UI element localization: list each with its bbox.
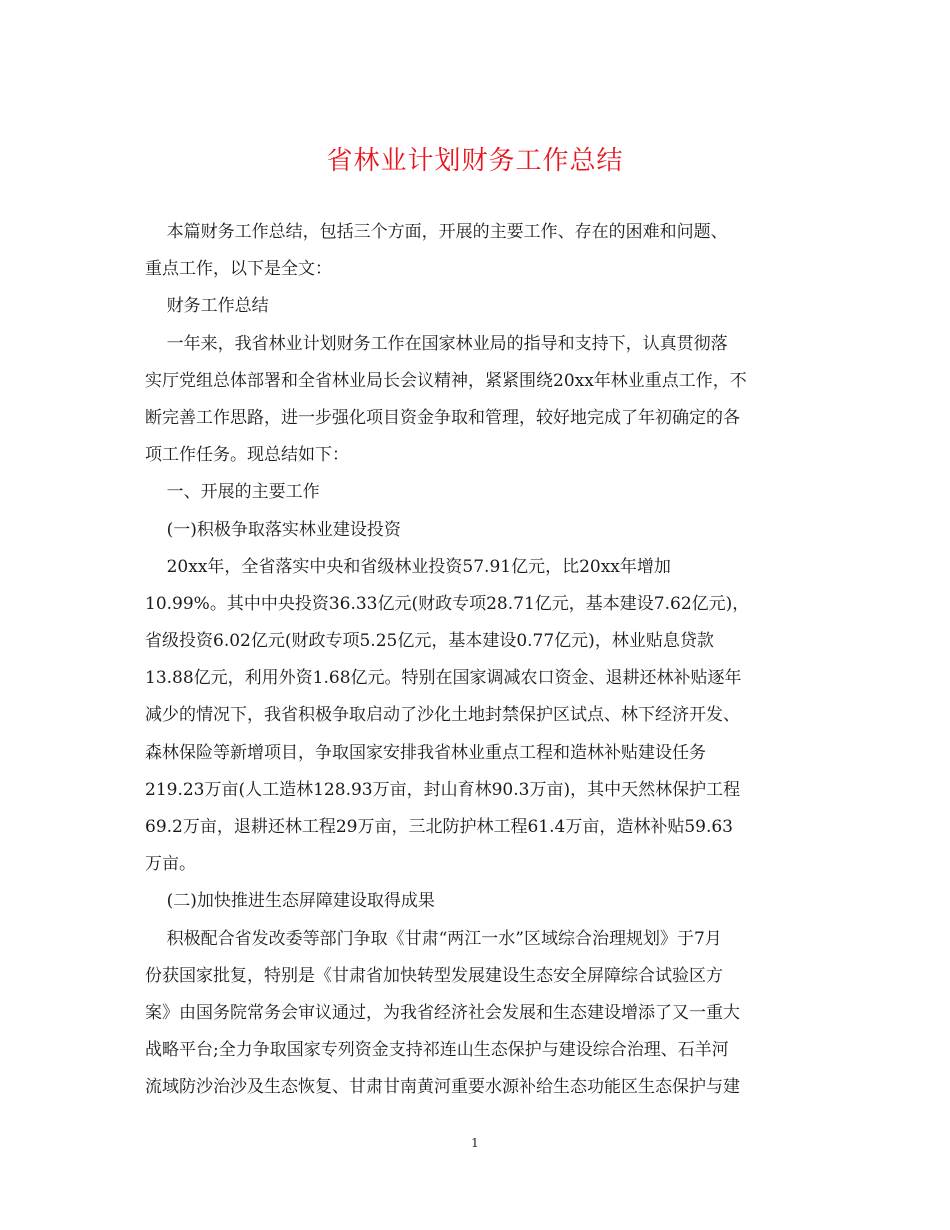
body-text-line: 一年来，我省林业计划财务工作在国家林业局的指导和支持下，认真贯彻落 — [145, 333, 728, 354]
body-text-line: 本篇财务工作总结，包括三个方面，开展的主要工作、存在的困难和问题、 — [145, 222, 728, 242]
body-text-line: 流域防沙治沙及生态恢复、甘肃甘南黄河重要水源补给生态功能区生态保护与建 — [145, 1077, 740, 1098]
body-text-line: 万亩。 — [145, 854, 196, 875]
body-text-line: 实厅党组总体部署和全省林业局长会议精神，紧紧围绕20xx年林业重点工作，不 — [145, 370, 747, 391]
body-text-line: 份获国家批复，特别是《甘肃省加快转型发展建设生态安全屏障综合试验区方 — [145, 965, 723, 986]
body-text-line: 重点工作，以下是全文： — [145, 259, 332, 280]
body-text-line: 战略平台;全力争取国家专列资金支持祁连山生态保护与建设综合治理、石羊河 — [145, 1040, 729, 1061]
body-text-line: 减少的情况下，我省积极争取启动了沙化土地封禁保护区试点、林下经济开发、 — [145, 705, 740, 726]
body-text-line: 森林保险等新增项目，争取国家安排我省林业重点工程和造林补贴建设任务 — [145, 742, 706, 763]
body-text-line: 积极配合省发改委等部门争取《甘肃“两江一水”区域综合治理规划》于7月 — [145, 928, 722, 949]
body-text-line: 省级投资6.02亿元(财政专项5.25亿元，基本建设0.77亿元)，林业贴息贷款 — [145, 631, 714, 652]
body-text-line: 13.88亿元，利用外资1.68亿元。特别在国家调减农口资金、退耕还林补贴逐年 — [145, 668, 742, 689]
body-text-line: 断完善工作思路，进一步强化项目资金争取和管理，较好地完成了年初确定的各 — [145, 407, 740, 428]
body-text-line: (二)加快推进生态屏障建设取得成果 — [145, 891, 435, 912]
body-text-line: 20xx年，全省落实中央和省级林业投资57.91亿元，比20xx年增加 — [145, 556, 671, 577]
body-text-line: 69.2万亩，退耕还林工程29万亩，三北防护林工程61.4万亩，造林补贴59.63 — [145, 817, 734, 837]
body-text-line: 10.99%。其中中央投资36.33亿元(财政专项28.71亿元，基本建设7.62亿元)， — [145, 593, 750, 614]
body-text-line: (一)积极争取落实林业建设投资 — [145, 519, 401, 540]
page-number: 1 — [471, 1136, 479, 1150]
document-title: 省林业计划财务工作总结 — [326, 146, 624, 176]
body-text-line: 财务工作总结 — [145, 296, 269, 317]
body-text-line: 项工作任务。现总结如下： — [145, 445, 349, 466]
body-text-line: 一、开展的主要工作 — [145, 482, 320, 503]
body-text-line: 219.23万亩(人工造林128.93万亩，封山育林90.3万亩)，其中天然林保护工程 — [145, 779, 741, 800]
document-body — [145, 214, 810, 1107]
body-text-line: 案》由国务院常务会审议通过，为我省经济社会发展和生态建设增添了又一重大 — [145, 1002, 740, 1023]
